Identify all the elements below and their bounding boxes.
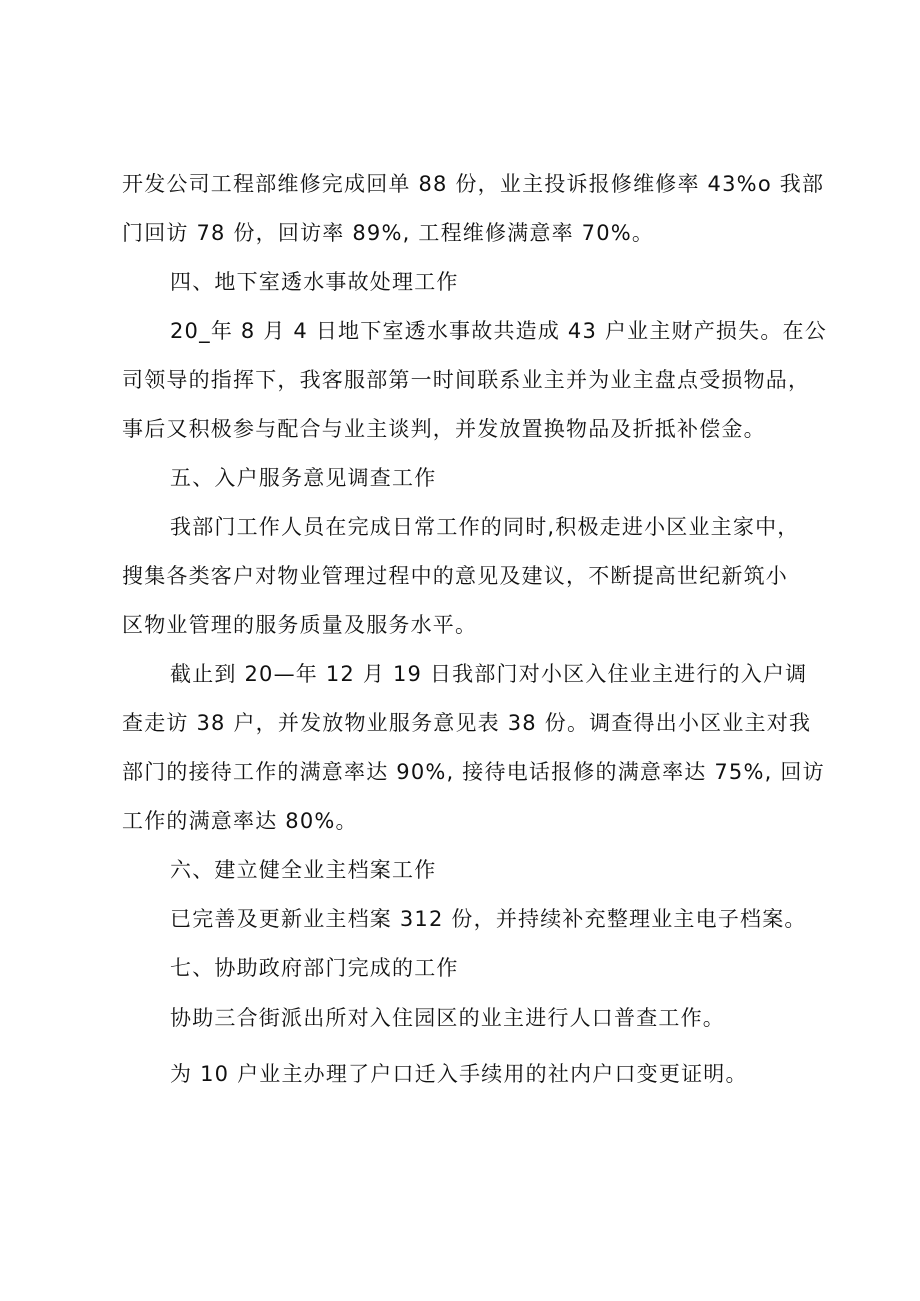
section-heading: 五、入户服务意见调查工作: [170, 466, 437, 490]
text-line: 查走访 38 户，并发放物业服务意见表 38 份。调查得出小区业主对我: [122, 711, 812, 735]
text-line: 司领导的指挥下，我客服部第一时间联系业主并为业主盘点受损物品，: [122, 368, 811, 392]
paragraph-start-line: 截止到 20—年 12 月 19 日我部门对小区入住业主进行的入户调: [170, 662, 808, 686]
text-line: 搜集各类客户对物业管理过程中的意见及建议，不断提高世纪新筑小: [122, 564, 788, 588]
paragraph-line: 协助三合街派出所对入住园区的业主进行人口普查工作。: [170, 1006, 725, 1030]
paragraph-start-line: 20_年 8 月 4 日地下室透水事故共造成 43 户业主财产损失。在公: [170, 319, 827, 343]
section-heading: 七、协助政府部门完成的工作: [170, 956, 459, 980]
section-heading: 四、地下室透水事故处理工作: [170, 270, 459, 294]
section-heading: 六、建立健全业主档案工作: [170, 858, 437, 882]
text-line: 部门的接待工作的满意率达 90%, 接待电话报修的满意率达 75%, 回访: [122, 760, 825, 784]
text-line: 事后又积极参与配合与业主谈判，并发放置换物品及折抵补偿金。: [122, 417, 766, 441]
paragraph-line: 已完善及更新业主档案 312 份，并持续补充整理业主电子档案。: [170, 907, 807, 931]
text-line: 工作的满意率达 80%。: [122, 809, 358, 833]
paragraph-line: 为 10 户业主办理了户口迁入手续用的社内户口变更证明。: [170, 1062, 748, 1086]
paragraph-start-line: 我部门工作人员在完成日常工作的同时,积极走进小区业主家中，: [170, 515, 800, 539]
text-line: 门回访 78 份，回访率 89%, 工程维修满意率 70%。: [122, 221, 655, 245]
text-line: 区物业管理的服务质量及服务水平。: [122, 613, 478, 637]
text-line: 开发公司工程部维修完成回单 88 份，业主投诉报修维修率 43%o 我部: [122, 172, 825, 196]
